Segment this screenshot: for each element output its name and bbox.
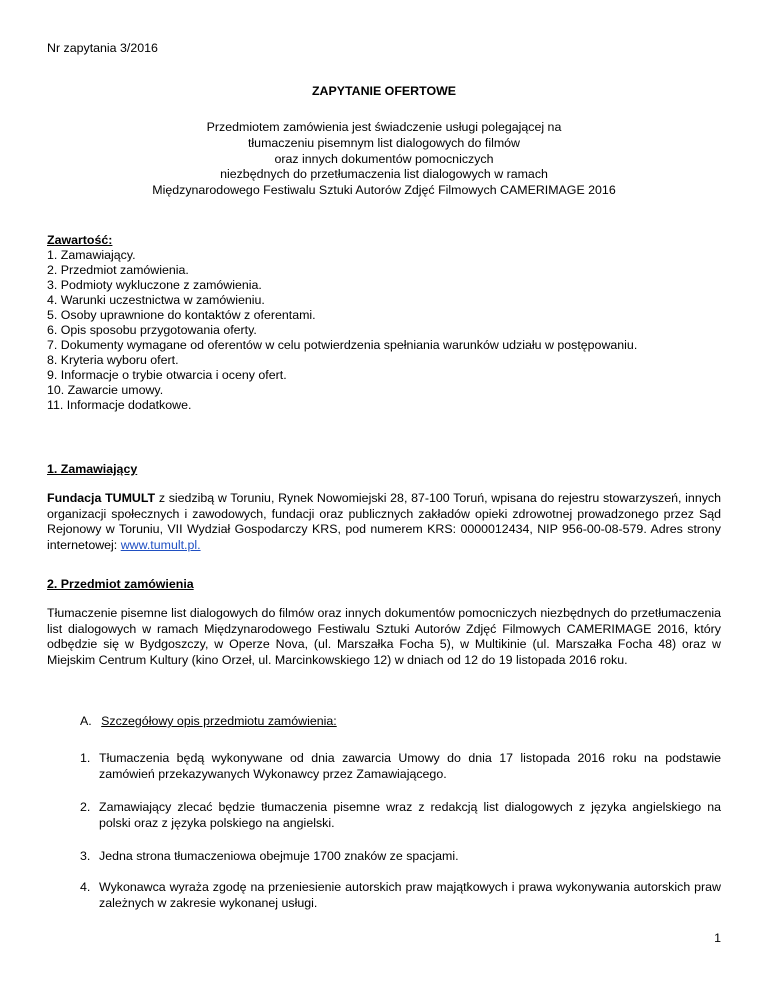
toc-item-6: 6. Opis sposobu przygotowania oferty.: [47, 323, 257, 337]
toc-item-4: 4. Warunki uczestnictwa w zamówieniu.: [47, 293, 265, 307]
list-item: [80, 751, 721, 782]
section-1-text: z siedzibą w Toruniu, Rynek Nowomiejski 28, 87-100 Toruń, wpisana do rejestru stowarzyszeń, innych organizacji społecznych i zawodowych, fundacji oraz publicznych zakładów opieki zdrowotnej prowadzonego przez Sąd Rejonowy w Toruniu, VII Wydział Gospodarczy KRS, pod numerem KRS: 0000012434, NIP 956-00-08-579. Adres strony internetowej:: [47, 491, 721, 552]
subsection-letter: A.: [80, 714, 92, 728]
list-item-number: 3.: [80, 849, 91, 863]
website-link[interactable]: www.tumult.pl.: [120, 537, 201, 552]
list-item-text: Tłumaczenia będą wykonywane od dnia zawarcia Umowy do dnia 17 listopada 2016 roku na podstawie zamówień przekazywanych Wykonawcy przez Zamawiającego.: [99, 751, 721, 781]
toc-item-9: 9. Informacje o trybie otwarcia i oceny ofert.: [47, 368, 287, 382]
list-item-text: Zamawiający zlecać będzie tłumaczenia pisemne wraz z redakcją list dialogowych z języka angielskiego na polski oraz z języka polskiego na angielski.: [99, 800, 721, 830]
list-item-number: 4.: [80, 880, 91, 894]
subsection-a: [80, 714, 337, 729]
subject-line-5: Międzynarodowego Festiwalu Sztuki Autorów Zdjęć Filmowych CAMERIMAGE 2016: [152, 183, 616, 197]
document-title: ZAPYTANIE OFERTOWE: [311, 84, 457, 98]
toc-item-1: 1. Zamawiający.: [47, 248, 136, 262]
organization-name: Fundacja TUMULT: [47, 491, 156, 505]
toc-item-2: 2. Przedmiot zamówienia.: [47, 263, 189, 277]
list-item: [80, 880, 721, 911]
page-number: 1: [714, 931, 721, 945]
toc-item-10: 10. Zawarcie umowy.: [47, 383, 164, 397]
toc-item-5: 5. Osoby uprawnione do kontaktów z oferentami.: [47, 308, 316, 322]
toc-item-7: 7. Dokumenty wymagane od oferentów w celu potwierdzenia spełniania warunków udziału w postępowaniu.: [47, 338, 638, 352]
table-of-contents: [47, 233, 637, 413]
toc-item-3: 3. Podmioty wykluczone z zamówienia.: [47, 278, 262, 292]
toc-item-8: 8. Kryteria wyboru ofert.: [47, 353, 179, 367]
section-1-heading: 1. Zamawiający: [47, 462, 138, 476]
subject-line-4: niezbędnych do przetłumaczenia list dialogowych w ramach: [220, 167, 548, 181]
list-item-text: Jedna strona tłumaczeniowa obejmuje 1700 znaków ze spacjami.: [99, 849, 459, 863]
list-item-text: Wykonawca wyraża zgodę na przeniesienie autorskich praw majątkowych i prawa wykonywania autorskich praw zależnych w zakresie wykonanej usługi.: [99, 880, 721, 910]
list-item: [80, 849, 721, 865]
toc-heading: Zawartość:: [47, 233, 113, 247]
subsection-heading: Szczegółowy opis przedmiotu zamówienia:: [101, 714, 337, 728]
subject-line-1: Przedmiotem zamówienia jest świadczenie usługi polegającej na: [206, 120, 562, 134]
section-2-heading: 2. Przedmiot zamówienia: [47, 577, 194, 591]
request-number: Nr zapytania 3/2016: [47, 41, 158, 55]
list-item-number: 1.: [80, 751, 91, 765]
section-1-body: [47, 491, 721, 553]
section-2-text: Tłumaczenie pisemne list dialogowych do filmów oraz innych dokumentów pomocniczych niezbędnych do przetłumaczenia list dialogowych w ramach Międzynarodowego Festiwalu Sztuki Autorów Zdjęć Filmowych CAMERIMAGE 2016, który odbędzie się w Bydgoszczy, w Operze Nova, (ul. Marszałka Focha 5), w Multikinie (ul. Marszałka Focha 48) oraz w Miejskim Centrum Kultury (kino Orzeł, ul. Marcinkowskiego 12) w dniach od 12 do 19 listopada 2016 roku.: [47, 606, 721, 667]
subject-line-2: tłumaczeniu pisemnym list dialogowych do filmów: [247, 136, 520, 150]
list-item-number: 2.: [80, 800, 91, 814]
toc-item-11: 11. Informacje dodatkowe.: [47, 398, 192, 412]
list-item: [80, 800, 721, 831]
subject-line-3: oraz innych dokumentów pomocniczych: [274, 152, 494, 166]
